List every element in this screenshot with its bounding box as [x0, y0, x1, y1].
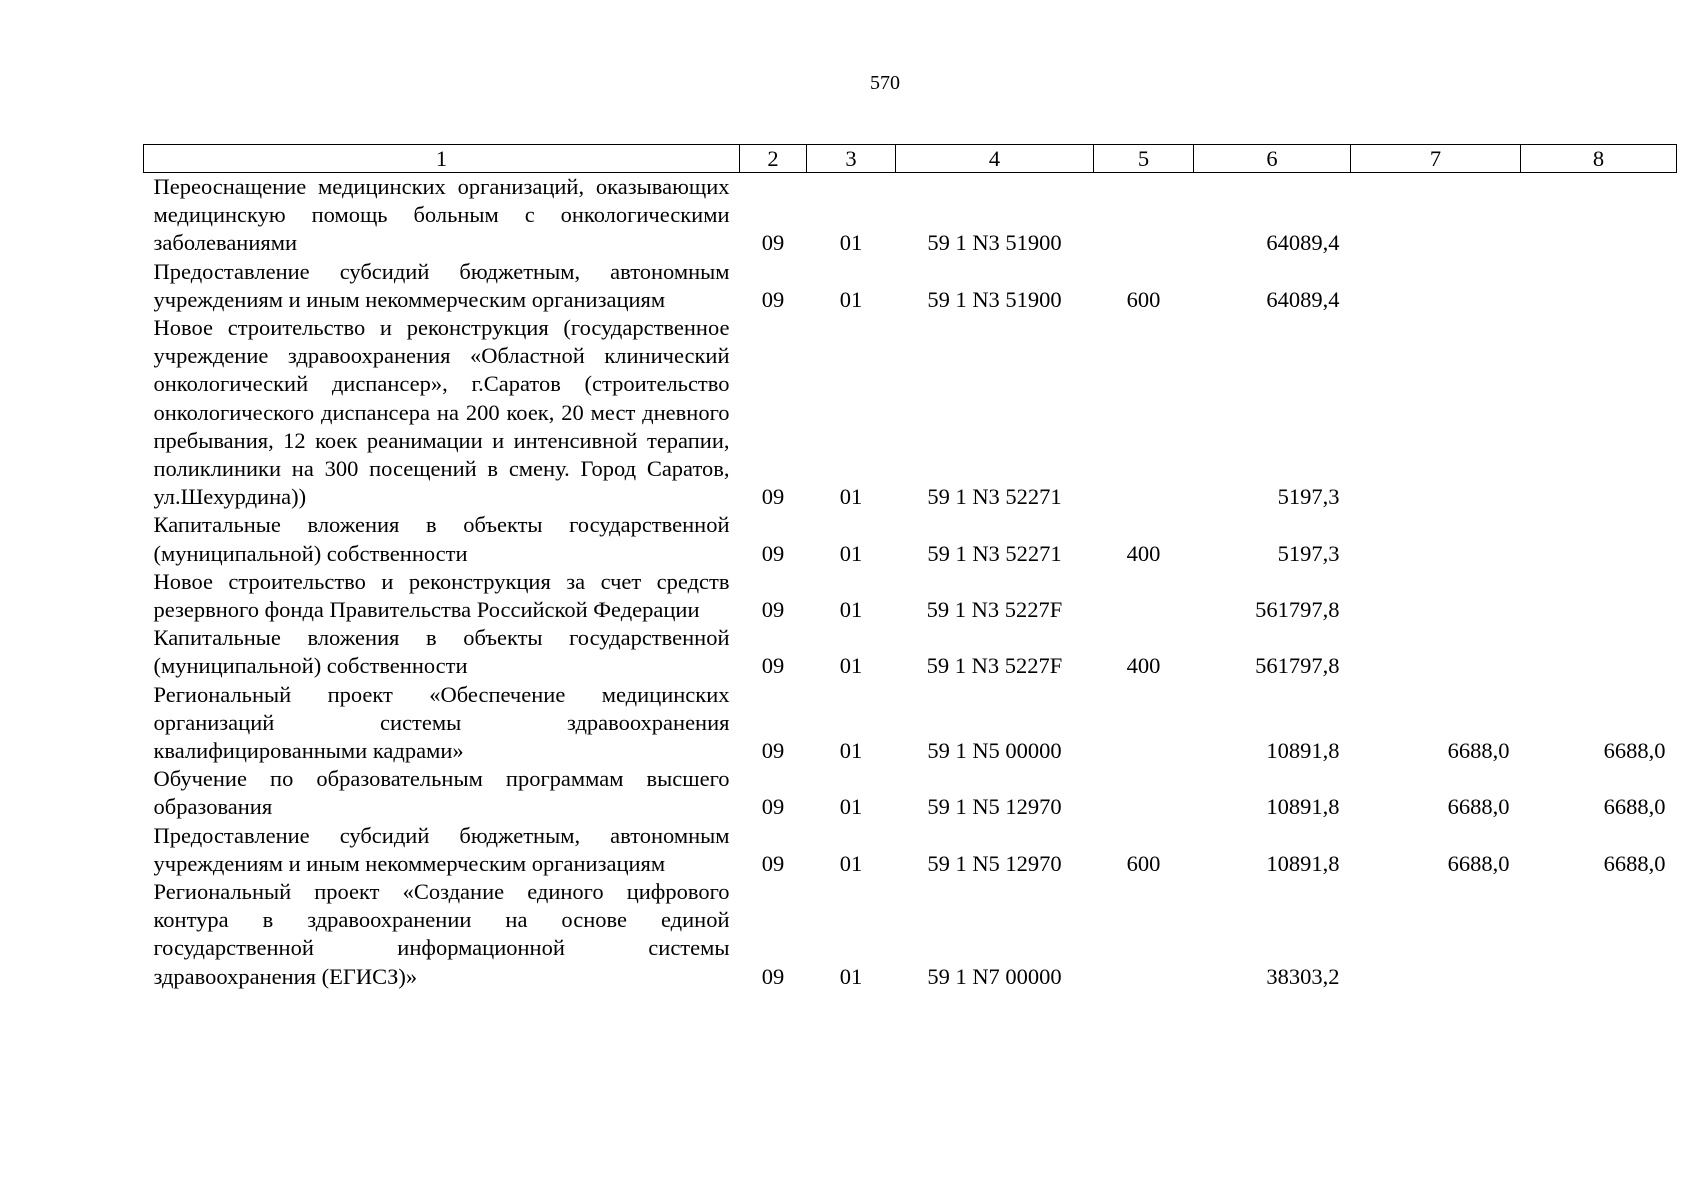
expense-type-code: 400 [1126, 653, 1161, 679]
table-row [144, 314, 1677, 511]
item-name: Предоставление субсидий бюджетным, автономным учреждениям и иным некоммерческим организациям [153, 258, 730, 312]
subsection-code: 01 [839, 597, 863, 623]
subsection-code: 01 [839, 738, 863, 764]
amount-col-6: 38303,2 [1266, 963, 1340, 989]
table-row [144, 765, 1677, 821]
item-name: Переоснащение медицинских организаций, оказывающих медицинскую помощь больным с онкологическими заболеваниями [153, 174, 730, 256]
section-code: 09 [761, 963, 785, 989]
column-header: 5 [1094, 145, 1194, 173]
column-header: 8 [1521, 145, 1677, 173]
amount-col-7 [1351, 511, 1521, 567]
subsection-code: 01 [839, 286, 863, 312]
item-name: Региональный проект «Обеспечение медицинских организаций системы здравоохранения квалифицированными кадрами» [153, 681, 730, 764]
amount-col-6: 10891,8 [1266, 850, 1340, 876]
amount-col-8 [1521, 314, 1677, 511]
item-name: Предоставление субсидий бюджетным, автономным учреждениям и иным некоммерческим организациям [153, 822, 730, 876]
amount-col-6: 64089,4 [1266, 286, 1340, 312]
column-header: 7 [1351, 145, 1521, 173]
target-article-code: 59 1 N3 51900 [927, 286, 1062, 312]
subsection-code: 01 [839, 484, 863, 510]
target-article-code: 59 1 N5 12970 [927, 794, 1062, 820]
page-number: 570 [870, 72, 900, 94]
target-article-code: 59 1 N3 5227F [926, 597, 1063, 623]
expense-type-code: 400 [1126, 540, 1161, 566]
amount-col-8: 6688,0 [1603, 738, 1666, 764]
target-article-code: 59 1 N3 52271 [927, 484, 1062, 510]
target-article-code: 59 1 N3 51900 [927, 230, 1062, 256]
section-code: 09 [761, 230, 785, 256]
expense-type-code [1094, 681, 1194, 766]
section-code: 09 [761, 653, 785, 679]
amount-col-7 [1351, 173, 1521, 258]
subsection-code: 01 [839, 963, 863, 989]
column-header: 4 [896, 145, 1094, 173]
expense-type-code [1094, 878, 1194, 991]
amount-col-8 [1521, 624, 1677, 680]
column-header: 3 [807, 145, 896, 173]
amount-col-6: 5197,3 [1277, 540, 1340, 566]
subsection-code: 01 [839, 794, 863, 820]
table-row [144, 511, 1677, 567]
amount-col-7: 6688,0 [1447, 794, 1510, 820]
amount-col-7 [1351, 878, 1521, 991]
item-name: Новое строительство и реконструкция (государственное учреждение здравоохранения «Областной клинический онкологический диспансер», г.Саратов (строительство онкологического диспансера на 200 коек, 20 мест дневного пребывания, 12 коек реанимации и интенсивной терапии, поликлиники на 300 посещений в смену. Город Саратов, ул.Шехурдина)) [153, 315, 730, 510]
amount-col-6: 561797,8 [1255, 653, 1340, 679]
amount-col-8: 6688,0 [1603, 794, 1666, 820]
amount-col-6: 64089,4 [1266, 230, 1340, 256]
table-row [144, 681, 1677, 766]
expense-type-code [1094, 314, 1194, 511]
target-article-code: 59 1 N5 12970 [927, 850, 1062, 876]
item-name: Капитальные вложения в объекты государственной (муниципальной) собственности [153, 512, 730, 566]
target-article-code: 59 1 N7 00000 [927, 963, 1062, 989]
section-code: 09 [761, 794, 785, 820]
subsection-code: 01 [839, 850, 863, 876]
amount-col-8 [1521, 258, 1677, 314]
amount-col-6: 10891,8 [1266, 794, 1340, 820]
section-code: 09 [761, 850, 785, 876]
table-row [144, 822, 1677, 878]
amount-col-7 [1351, 314, 1521, 511]
amount-col-8 [1521, 173, 1677, 258]
section-code: 09 [761, 738, 785, 764]
subsection-code: 01 [839, 653, 863, 679]
target-article-code: 59 1 N3 52271 [927, 540, 1062, 566]
item-name: Капитальные вложения в объекты государственной (муниципальной) собственности [153, 625, 730, 679]
amount-col-6: 561797,8 [1255, 597, 1340, 623]
target-article-code: 59 1 N5 00000 [927, 738, 1062, 764]
section-code: 09 [761, 597, 785, 623]
column-header: 2 [740, 145, 807, 173]
amount-col-7: 6688,0 [1447, 850, 1510, 876]
expense-type-code [1094, 173, 1194, 258]
amount-col-8 [1521, 511, 1677, 567]
amount-col-7: 6688,0 [1447, 738, 1510, 764]
column-number-header-row [144, 145, 1677, 173]
subsection-code: 01 [839, 230, 863, 256]
section-code: 09 [761, 286, 785, 312]
table-row [144, 624, 1677, 680]
amount-col-7 [1351, 258, 1521, 314]
column-header: 1 [144, 145, 740, 173]
amount-col-6: 10891,8 [1266, 738, 1340, 764]
expense-type-code: 600 [1126, 850, 1161, 876]
amount-col-6: 5197,3 [1277, 484, 1340, 510]
table-row [144, 878, 1677, 991]
target-article-code: 59 1 N3 5227F [926, 653, 1063, 679]
subsection-code: 01 [839, 540, 863, 566]
amount-col-8: 6688,0 [1603, 850, 1666, 876]
amount-col-8 [1521, 568, 1677, 624]
item-name: Обучение по образовательным программам высшего образования [153, 766, 730, 820]
amount-col-8 [1521, 878, 1677, 991]
budget-table [143, 144, 1677, 991]
table-row [144, 568, 1677, 624]
table-row [144, 173, 1677, 258]
expense-type-code: 600 [1126, 286, 1161, 312]
column-header: 6 [1194, 145, 1351, 173]
item-name: Новое строительство и реконструкция за счет средств резервного фонда Правительства Российской Федерации [153, 568, 730, 623]
amount-col-7 [1351, 624, 1521, 680]
section-code: 09 [761, 484, 785, 510]
table-row [144, 258, 1677, 314]
amount-col-7 [1351, 568, 1521, 624]
item-name: Региональный проект «Создание единого цифрового контура в здравоохранении на основе единой государственной информационной системы здравоохранения (ЕГИСЗ)» [153, 879, 730, 989]
section-code: 09 [761, 540, 785, 566]
expense-type-code [1094, 765, 1194, 821]
expense-type-code [1094, 568, 1194, 624]
